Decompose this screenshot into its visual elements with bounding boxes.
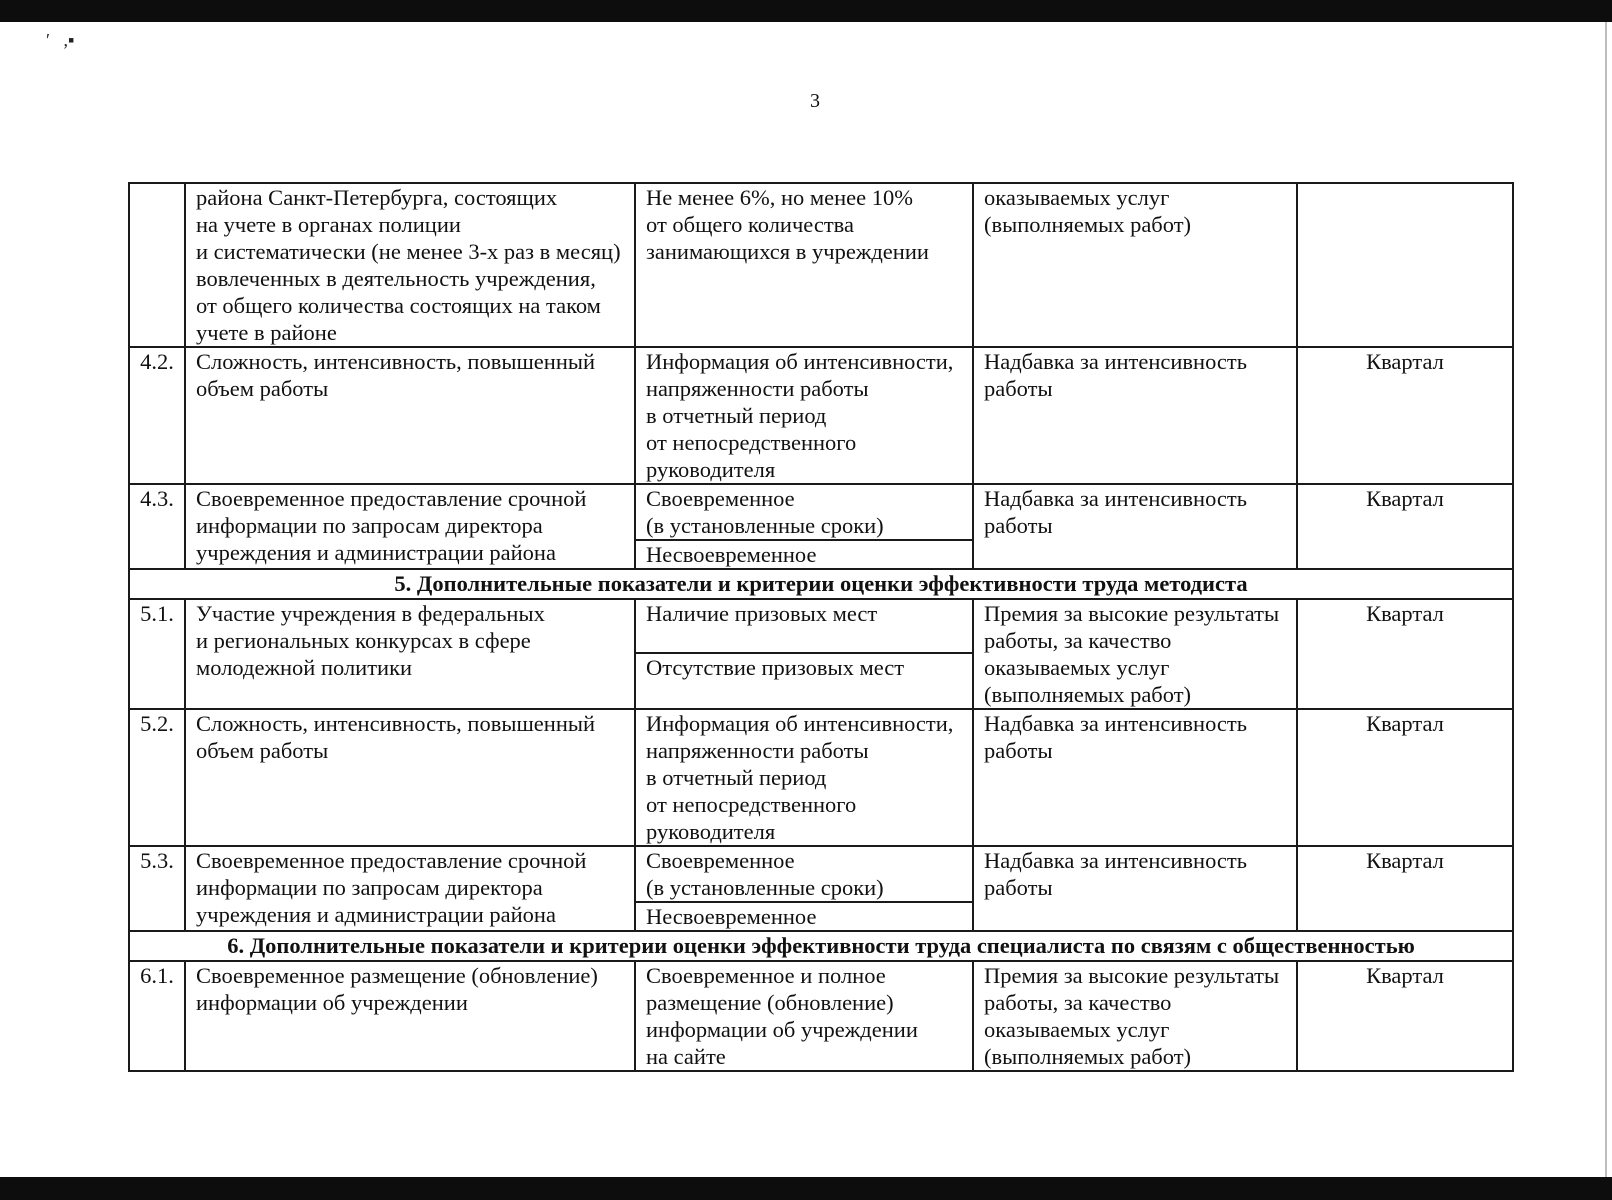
section-header-5 bbox=[129, 569, 1513, 599]
scan-border-top bbox=[0, 0, 1612, 22]
criterion-option-late: Несвоевременное bbox=[635, 540, 973, 569]
criterion-option-prizes: Наличие призовых мест bbox=[635, 599, 973, 653]
table-row-5-2 bbox=[129, 709, 1513, 846]
page-number: 3 bbox=[810, 90, 820, 112]
scan-border-right bbox=[1605, 22, 1607, 1177]
frequency-cell: Квартал bbox=[1297, 484, 1513, 569]
criterion-option-no-prizes: Отсутствие призовых мест bbox=[635, 653, 973, 709]
row-number: 5.3. bbox=[129, 846, 185, 931]
payment-cell: Премия за высокие результаты работы, за качество оказываемых услуг (выполняемых работ) bbox=[973, 599, 1297, 709]
table-row-5-1 bbox=[129, 599, 1513, 653]
criteria-table bbox=[128, 182, 1514, 1072]
section-header-6 bbox=[129, 931, 1513, 961]
row-number: 5.1. bbox=[129, 599, 185, 709]
table-row-5-3 bbox=[129, 846, 1513, 902]
row-number: 4.3. bbox=[129, 484, 185, 569]
table-row-4-3 bbox=[129, 484, 1513, 540]
criterion-cell: Информация об интенсивности, напряженности работы в отчетный период от непосредственного руководителя bbox=[635, 347, 973, 484]
frequency-cell bbox=[1297, 183, 1513, 347]
frequency-cell: Квартал bbox=[1297, 599, 1513, 709]
indicator-cell: Сложность, интенсивность, повышенный объем работы bbox=[185, 709, 635, 846]
frequency-cell: Квартал bbox=[1297, 961, 1513, 1071]
payment-cell: Премия за высокие результаты работы, за качество оказываемых услуг (выполняемых работ) bbox=[973, 961, 1297, 1071]
indicator-cell: Своевременное предоставление срочной информации по запросам директора учреждения и администрации района bbox=[185, 846, 635, 931]
row-number: 6.1. bbox=[129, 961, 185, 1071]
indicator-cell: Своевременное размещение (обновление) информации об учреждении bbox=[185, 961, 635, 1071]
criterion-cell: Не менее 6%, но менее 10% от общего количества занимающихся в учреждении bbox=[635, 183, 973, 347]
payment-cell: Надбавка за интенсивность работы bbox=[973, 484, 1297, 569]
payment-cell: Надбавка за интенсивность работы bbox=[973, 709, 1297, 846]
indicator-cell: Своевременное предоставление срочной информации по запросам директора учреждения и администрации района bbox=[185, 484, 635, 569]
criterion-option-late: Несвоевременное bbox=[635, 902, 973, 931]
table-row-6-1 bbox=[129, 961, 1513, 1071]
indicator-cell: Сложность, интенсивность, повышенный объем работы bbox=[185, 347, 635, 484]
row-number bbox=[129, 183, 185, 347]
criterion-cell: Информация об интенсивности, напряженности работы в отчетный период от непосредственного руководителя bbox=[635, 709, 973, 846]
criterion-option-timely: Своевременное (в установленные сроки) bbox=[635, 484, 973, 540]
frequency-cell: Квартал bbox=[1297, 347, 1513, 484]
payment-cell: Надбавка за интенсивность работы bbox=[973, 347, 1297, 484]
scan-specks: ′ ,▪ bbox=[46, 30, 75, 50]
payment-cell: Надбавка за интенсивность работы bbox=[973, 846, 1297, 931]
frequency-cell: Квартал bbox=[1297, 846, 1513, 931]
table-row-4-2 bbox=[129, 347, 1513, 484]
row-number: 4.2. bbox=[129, 347, 185, 484]
frequency-cell: Квартал bbox=[1297, 709, 1513, 846]
indicator-cell: района Санкт-Петербурга, состоящих на учете в органах полиции и систематически (не менее 3-х раз в месяц) вовлеченных в деятельность учреждения, от общего количества состоящих на таком учете в районе bbox=[185, 183, 635, 347]
indicator-cell: Участие учреждения в федеральных и региональных конкурсах в сфере молодежной политики bbox=[185, 599, 635, 709]
criterion-option-timely: Своевременное (в установленные сроки) bbox=[635, 846, 973, 902]
section-title: 6. Дополнительные показатели и критерии оценки эффективности труда специалиста по связям с общественностью bbox=[129, 931, 1513, 961]
section-title: 5. Дополнительные показатели и критерии оценки эффективности труда методиста bbox=[129, 569, 1513, 599]
table-row-continued bbox=[129, 183, 1513, 347]
criterion-cell: Своевременное и полное размещение (обновление) информации об учреждении на сайте bbox=[635, 961, 973, 1071]
row-number: 5.2. bbox=[129, 709, 185, 846]
scan-border-bottom bbox=[0, 1177, 1612, 1200]
payment-cell: оказываемых услуг (выполняемых работ) bbox=[973, 183, 1297, 347]
